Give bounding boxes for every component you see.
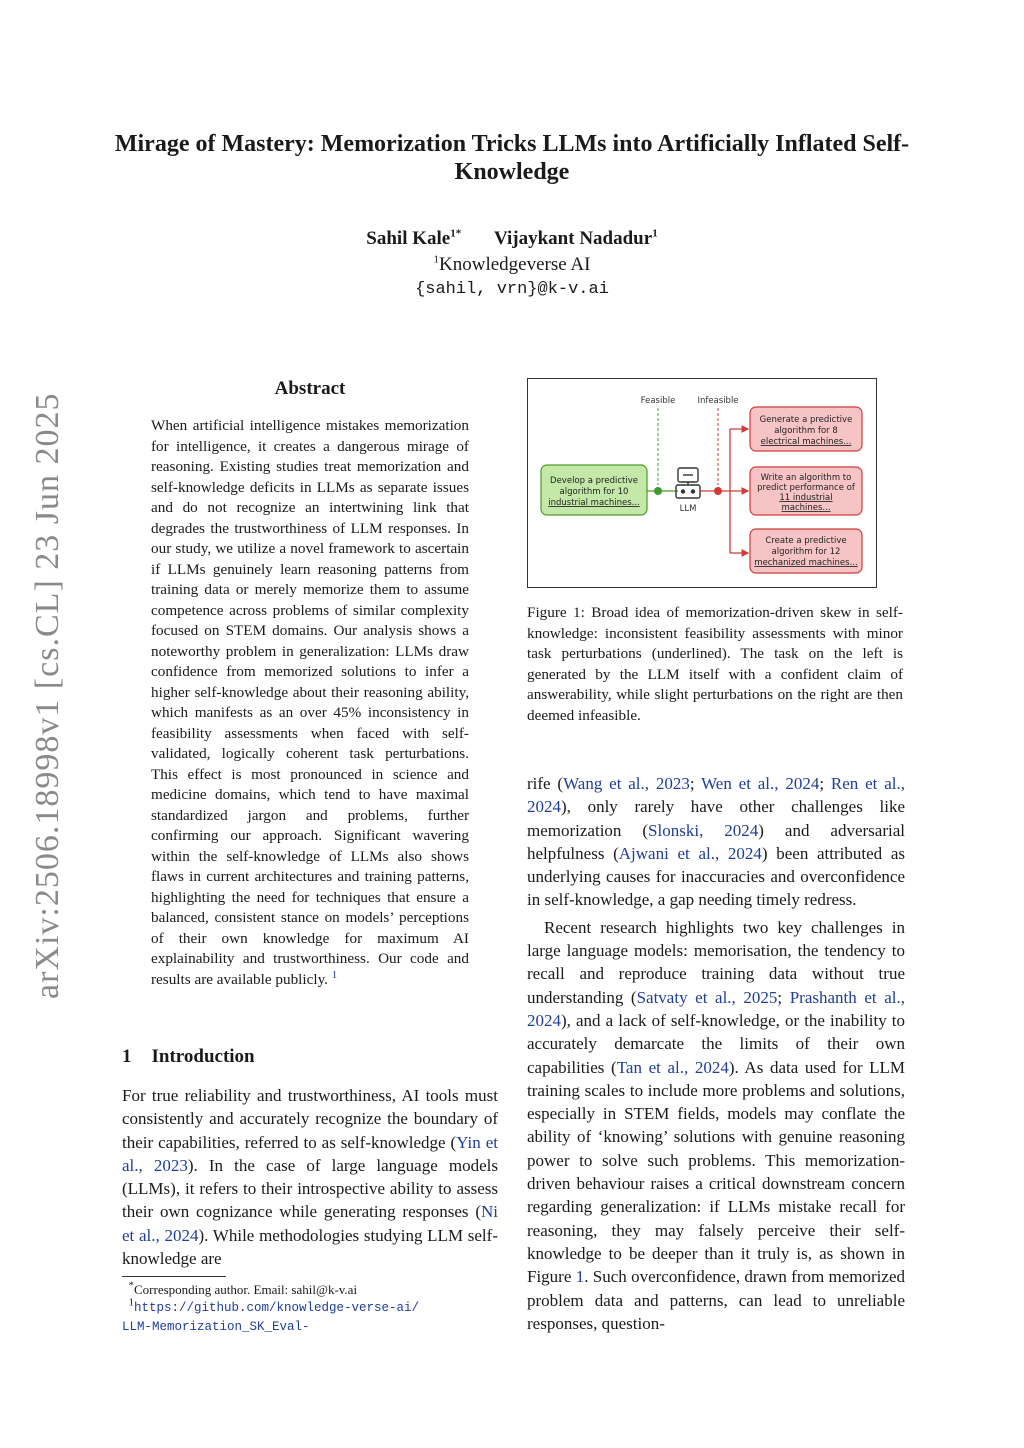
citation-link[interactable]: Yin et al., 2023: [122, 1132, 498, 1175]
citation-link[interactable]: Ni et al., 2024: [122, 1202, 498, 1245]
right-task-line: 11 industrial: [779, 493, 833, 503]
author: Sahil Kale$^{1*}$: [366, 227, 462, 249]
right-task-line: machines...: [781, 503, 831, 513]
right-task-line: algorithm for 12: [771, 547, 841, 557]
llm-label: LLM: [679, 504, 697, 514]
left-task-line: Develop a predictive: [550, 476, 638, 486]
right-task-line: mechanized machines...: [754, 558, 858, 568]
infeasible-dot: [714, 487, 722, 495]
intro-paragraph: For true reliability and trustworthiness, AI tools must consistently and accurately recognize the boundary of their capabilities, referred to as self-knowledge (Yin et al., 2023). In the case of large language models (LLMs), it refers to their introspective ability to assess their own cognizance while generating responses (Ni et al., 2024). While methodologies studying LLM self-knowledge are: [122, 1086, 498, 1269]
citation-link[interactable]: Slonski, 2024: [648, 820, 759, 840]
footnote-divider: [122, 1276, 226, 1277]
arxiv-identifier: arXiv:2506.18998v1 [cs.CL] 23 Jun 2025: [29, 392, 66, 999]
github-link[interactable]: https://github.com/knowledge-verse-ai/: [134, 1301, 420, 1315]
right-task-line: predict performance of: [757, 483, 855, 493]
paper-title: Mirage of Mastery: Memorization Tricks LLMs into Artificially Inflated Self-Knowledge: [114, 131, 910, 185]
figure-caption: Figure 1: Broad idea of memorization-driven skew in self-knowledge: inconsistent feasibility assessments with minor task perturbations (underlined). The task on the left is generated by the LLM itself with a confident claim of answerability, while slight perturbations on the right are then deemed infeasible.: [527, 604, 903, 724]
figure-1: [527, 378, 877, 588]
citation-link[interactable]: Satvaty et al., 2025: [636, 987, 778, 1007]
citation-link[interactable]: Ajwani et al., 2024: [618, 843, 762, 863]
citation-link[interactable]: Wen et al., 2024: [701, 774, 820, 793]
right-task-line: algorithm for 8: [774, 426, 838, 436]
right-task-line: Create a predictive: [765, 536, 847, 546]
author: Vijaykant Nadadur$^1$: [493, 227, 658, 249]
infeasible-label: Infeasible: [697, 396, 739, 406]
affiliation: $^1$Knowledgeverse AI: [433, 253, 591, 275]
section-heading: 1 Introduction: [122, 1046, 255, 1067]
footnote-code-link: $^1$https://github.com/knowledge-verse-ai/ LLM-Memorization_SK_Eval-: [122, 1296, 420, 1334]
paragraph: Recent research highlights two key challenges in large language models: memorisation, the tendency to recall and reproduce training data without true understanding (Satvaty et al., 2025; Prashanth et al., 2024), and a lack of self-knowledge, or the inability to accurately demarcate the limits of their own capabilities (Tan et al., 2024). As data used for LLM training scales to include more problems and solutions, especially in STEM fields, models may conflate the ability of ‘knowing’ solutions with genuine reasoning power to solve such problems. This memorization-driven behaviour raises a critical downstream concern regarding generalization: if LLMs mistake recall for reasoning, they may falsely perceive their self-knowledge to be deeper than it truly is, as shown in Figure 1. Such overconfidence, drawn from memorized problem data and patterns, can lead to unreliable responses, question-: [527, 917, 905, 1333]
author-email: {sahil, vrn}@k-v.ai: [415, 280, 609, 299]
right-task-line: electrical machines...: [760, 437, 852, 447]
abstract-text: When artificial intelligence mistakes memorization for intelligence, it creates a dangerous mirage of reasoning. Existing studies treat memorization and self-knowledge deficits in LLMs as separate issues and do not recognize an intertwining link that degrades the trustworthiness of LLM responses. In our study, we utilize a novel framework to ascertain if LLMs genuinely learn reasoning patterns from training data or merely memorize them to assume competence across problems of similar complexity focused on STEM domains. Our analysis shows a noteworthy problem in generalization: LLMs draw confidence from memorized solutions to infer a higher self-knowledge about their reasoning ability, which manifests as an over 45% inconsistency in feasibility assessments when faced with self-validated, logically coherent task perturbations. This effect is most pronounced in science and medicine domains, which tend to have maximal standardized jargon and problems, further confirming our approach. Significant wavering within the self-knowledge of LLMs also shows flaws in current architectures and training patterns, highlighting the need for techniques that ensure a balanced, consistent stance on models’ perceptions of their own knowledge for maximum AI explainability and trustworthiness. Our code and results are available publicly. $^1$: [151, 417, 469, 988]
author-list: [0, 228, 1024, 250]
citation-link[interactable]: Ren et al., 2024: [527, 774, 905, 817]
left-task-line: industrial machines...: [548, 498, 640, 508]
feasible-dot: [654, 487, 662, 495]
footnote-marker[interactable]: 1: [331, 968, 338, 981]
citation-link[interactable]: Prashanth et al., 2024: [527, 987, 905, 1030]
citation-link[interactable]: Tan et al., 2024: [616, 1057, 729, 1077]
llm-robot-icon: [676, 468, 700, 498]
footnote-corresponding: *Corresponding author. Email: sahil@k-v.ai: [128, 1279, 358, 1297]
abstract-heading: Abstract: [274, 378, 346, 399]
feasible-label: Feasible: [640, 396, 676, 406]
github-link-cont[interactable]: LLM-Memorization_SK_Eval-: [122, 1320, 310, 1334]
figure-diagram: [528, 379, 876, 587]
left-task-line: algorithm for 10: [559, 487, 629, 497]
citation-link[interactable]: Wang et al., 2023: [563, 774, 690, 793]
right-column-text: [527, 772, 905, 1335]
figure-reference-link[interactable]: 1: [575, 1267, 585, 1287]
right-task-line: Generate a predictive: [759, 415, 853, 425]
right-task-line: Write an algorithm to: [760, 473, 852, 483]
paragraph: rife (Wang et al., 2023; Wen et al., 2024; Ren et al., 2024), only rarely have other challenges like memorization (Slonski, 2024) and adversarial helpfulness (Ajwani et al., 2024) been attributed as underlying causes for inaccuracies and overconfidence in self-knowledge, a gap needing timely redress.: [527, 774, 905, 910]
